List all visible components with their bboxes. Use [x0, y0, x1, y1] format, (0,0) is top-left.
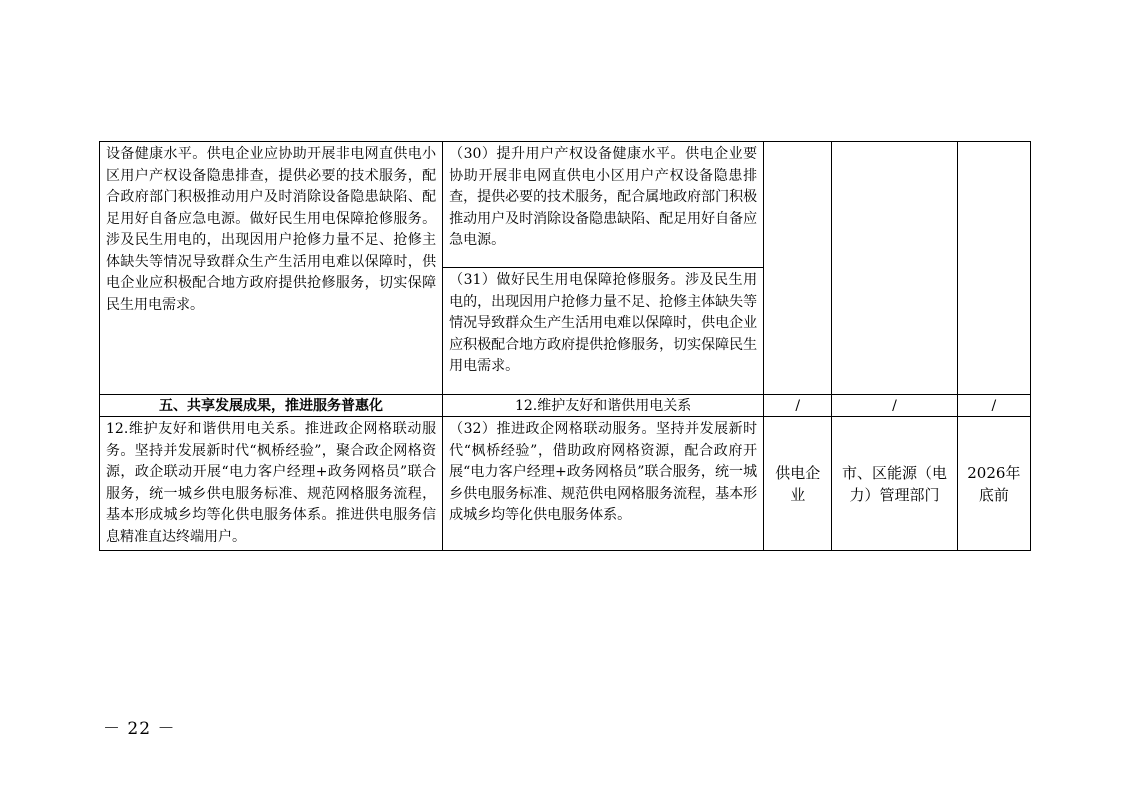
task-12-description-text: 12.维护友好和谐供用电关系。推进政企网格联动服务。坚持并发展新时代“枫桥经验”，聚合政企网格资源，政企联动开展“电力客户经理+政务网格员”联合服务，统一城乡供电服务标准、规范网格服务流程，基本形成城乡均等化供电服务体系。推进供电服务信息精准直达终端用户。: [106, 421, 437, 545]
department-cell: [832, 417, 957, 551]
deadline: 2026年底前: [967, 463, 1021, 504]
measure-30-cell: [443, 142, 764, 268]
task-title-cell: [443, 395, 764, 417]
slash-mark: /: [892, 397, 897, 414]
page-number: － 22 －: [103, 719, 176, 739]
measure-32-cell: [443, 417, 764, 551]
measure-31-cell: [443, 268, 764, 395]
section-title: 五、共享发展成果，推进服务普惠化: [159, 397, 384, 414]
section-title-cell: [100, 395, 443, 417]
task-12-description-cell: [100, 417, 443, 551]
slash-cell-department: [832, 395, 957, 417]
policy-table: [99, 141, 1031, 551]
task-description-cell: [100, 142, 443, 395]
slash-mark: /: [795, 397, 801, 414]
deadline-cell: [957, 417, 1030, 551]
measure-31-text: （31）做好民生用电保障抢修服务。涉及民生用电的，出现因用户抢修力量不足、抢修主体缺失等情况导致群众生产生活用电难以保障时，供电企业应积极配合地方政府提供抢修服务，切实保障民生用电需求。: [449, 272, 758, 374]
task-description-text: 设备健康水平。供电企业应协助开展非电网直供电小区用户产权设备隐患排查，提供必要的技术服务，配合政府部门积极推动用户及时消除设备隐患缺陷、配足用好自备应急电源。做好民生用电保障抢修服务。涉及民生用电的，出现因用户抢修力量不足、抢修主体缺失等情况导致群众生产生活用电难以保障时，供电企业应积极配合地方政府提供抢修服务，切实保障民生用电需求。: [106, 146, 437, 313]
slash-mark: /: [991, 397, 997, 414]
task-title: 12.维护友好和谐供用电关系: [514, 397, 692, 414]
measure-32-text: （32）推进政企网格联动服务。坚持并发展新时代“枫桥经验”，借助政府网格资源，配合政府开展“电力客户经理+政务网格员”联合服务，统一城乡供电服务标准、规范供电网格服务流程，基本形成城乡均等化供电服务体系。: [449, 421, 758, 523]
responsible-unit-cell: [764, 417, 832, 551]
measure-30-text: （30）提升用户产权设备健康水平。供电企业要协助开展非电网直供电小区用户产权设备隐患排查，提供必要的技术服务，配合属地政府部门积极推动用户及时消除设备隐患缺陷、配足用好自备应急电源。: [449, 146, 758, 248]
responsible-unit: 供电企业: [775, 463, 821, 504]
deadline-cell-empty: [957, 142, 1030, 395]
department: 市、区能源（电力）管理部门: [842, 463, 948, 504]
department-cell-empty: [832, 142, 957, 395]
slash-cell-responsible: [764, 395, 832, 417]
responsible-unit-cell-empty: [764, 142, 832, 395]
slash-cell-deadline: [957, 395, 1030, 417]
